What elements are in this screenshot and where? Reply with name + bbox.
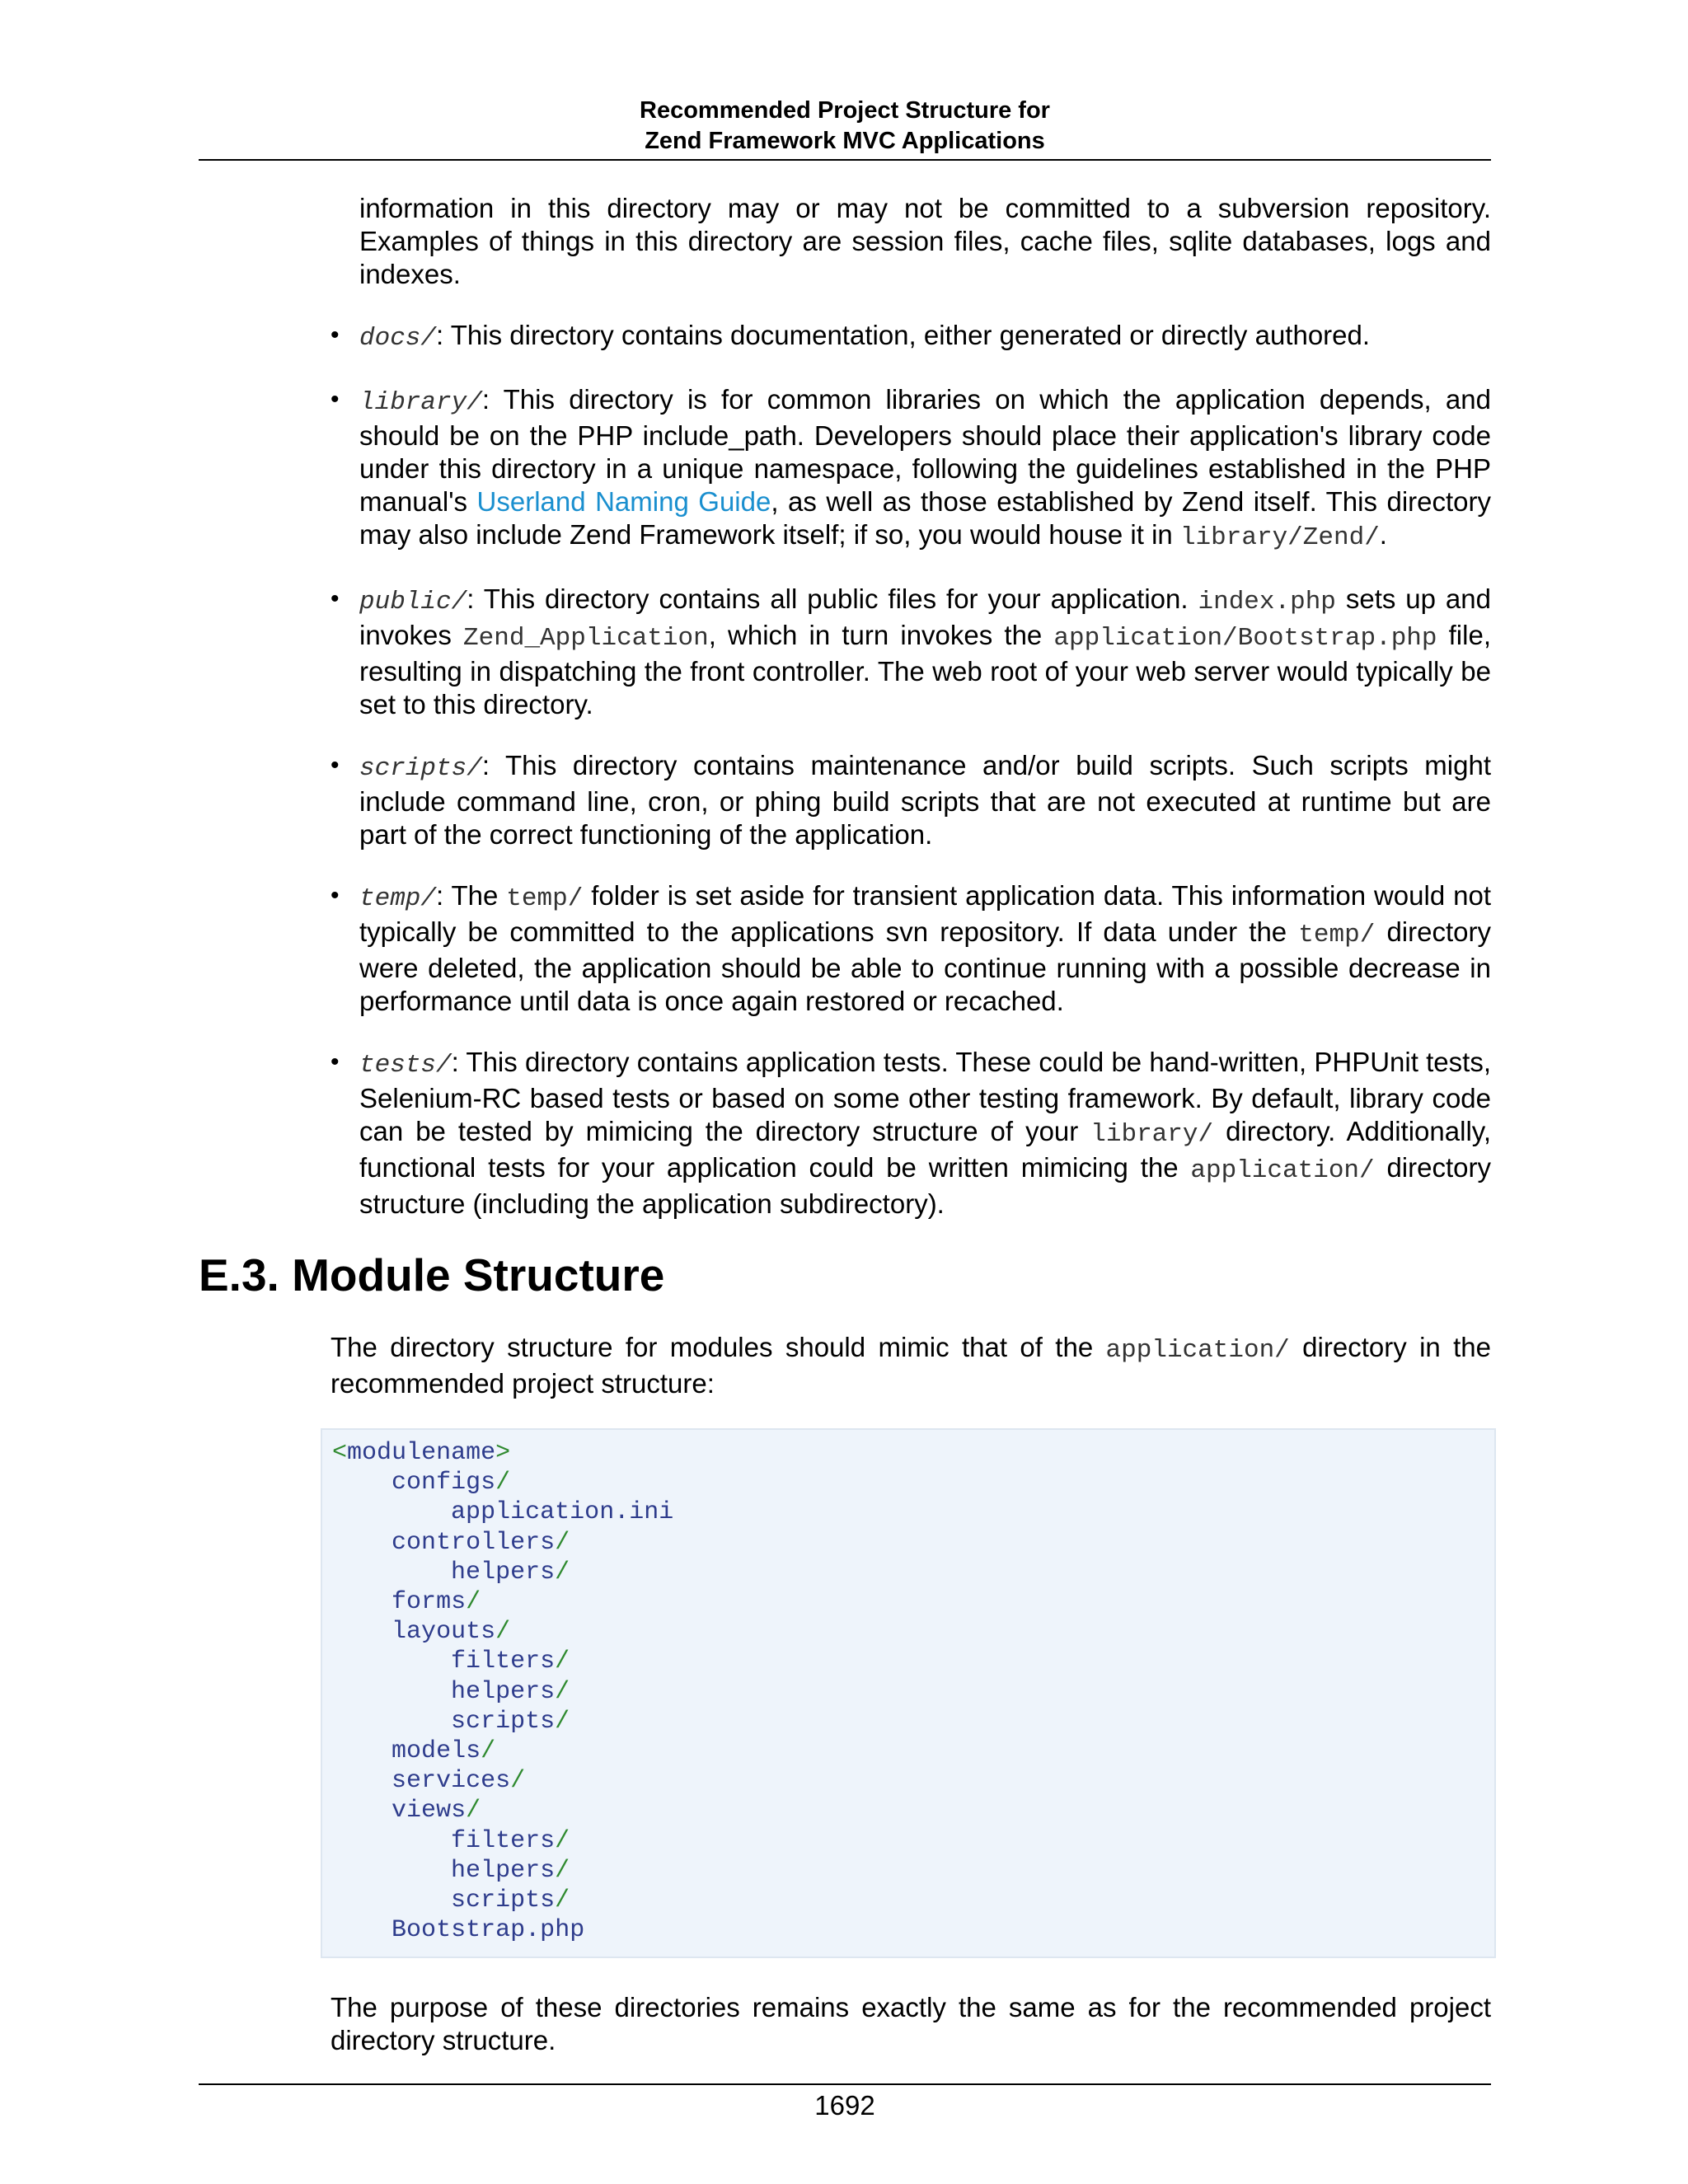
code-line bbox=[332, 1707, 1484, 1736]
continuation-paragraph: information in this directory may or may not be committed to a subversion repository. Examples of things in this directory are session files, cache files, sqlite databases, logs and indexes. bbox=[359, 193, 1491, 289]
directory-list bbox=[199, 319, 1491, 1221]
code-line bbox=[332, 1497, 1484, 1527]
section-body bbox=[199, 1331, 1491, 1400]
item-text: : This directory contains documentation, either generated or directly authored. bbox=[436, 320, 1371, 350]
directory-name: temp/ bbox=[359, 884, 437, 913]
code-line bbox=[332, 1528, 1484, 1558]
item-text: , which in turn invokes the bbox=[708, 620, 1054, 650]
directory-item bbox=[331, 749, 1491, 851]
code-line bbox=[332, 1438, 1484, 1468]
userland-naming-guide-link[interactable]: Userland Naming Guide bbox=[476, 486, 771, 517]
section-heading: E.3. Module Structure bbox=[199, 1249, 665, 1301]
item-text: file, resulting in dispatching the front controller. The web root of your web server would typically be set to this directory. bbox=[359, 620, 1491, 719]
inline-code: temp/ bbox=[506, 884, 584, 913]
item-text: . bbox=[1379, 519, 1387, 550]
directory-name: library/ bbox=[359, 388, 482, 417]
code-line-text: filters/ bbox=[451, 1826, 570, 1855]
code-line bbox=[332, 1736, 1484, 1766]
directory-name: scripts/ bbox=[359, 754, 482, 783]
code-line bbox=[332, 1826, 1484, 1856]
code-line bbox=[332, 1796, 1484, 1825]
code-line bbox=[332, 1468, 1484, 1497]
header-line-1: Recommended Project Structure for bbox=[640, 97, 1050, 124]
code-line-text: filters/ bbox=[451, 1647, 570, 1676]
directory-name: public/ bbox=[359, 588, 467, 616]
directory-name: docs/ bbox=[359, 324, 437, 353]
code-line-text: forms/ bbox=[392, 1588, 481, 1617]
code-line-text: scripts/ bbox=[451, 1707, 570, 1736]
item-text: : This directory contains application tests. These could be hand-written, PHPUnit tests, Selenium-RC based tests or based on some other testing framework. By default, library code can be tested by mimicing the directory structure of your bbox=[359, 1047, 1491, 1146]
bullet-icon: • bbox=[331, 1048, 340, 1076]
code-line-text: layouts/ bbox=[392, 1618, 511, 1647]
code-line-text: <modulename> bbox=[332, 1439, 511, 1467]
code-line-text: scripts/ bbox=[451, 1886, 570, 1915]
closing-paragraph: The purpose of these directories remains exactly the same as for the recommended project directory structure. bbox=[331, 1992, 1491, 2056]
directory-item bbox=[331, 1046, 1491, 1221]
header-line-2: Zend Framework MVC Applications bbox=[645, 128, 1045, 154]
intro-code: application/ bbox=[1105, 1336, 1290, 1365]
inline-code: index.php bbox=[1198, 588, 1336, 616]
section-intro bbox=[331, 1331, 1491, 1400]
directory-item bbox=[331, 319, 1491, 355]
item-text: : This directory contains maintenance and/or build scripts. Such scripts might include command line, cron, or phing build scripts that are not executed at runtime but are part of the correct functioning of the application. bbox=[359, 750, 1491, 850]
code-line bbox=[332, 1647, 1484, 1676]
code-listing bbox=[321, 1428, 1496, 1958]
directory-item bbox=[331, 583, 1491, 721]
bullet-icon: • bbox=[331, 321, 340, 349]
bullet-icon: • bbox=[331, 882, 340, 909]
item-text: sets up and invokes bbox=[359, 583, 1491, 650]
code-line bbox=[332, 1587, 1484, 1617]
bullet-icon: • bbox=[331, 752, 340, 779]
code-line bbox=[332, 1617, 1484, 1647]
item-text: directory. Additionally, functional tests for your application could be written mimicing the bbox=[359, 1116, 1492, 1183]
code-line-text: helpers/ bbox=[451, 1558, 570, 1586]
directory-item bbox=[331, 879, 1491, 1018]
code-line bbox=[332, 1558, 1484, 1587]
item-text: : The bbox=[436, 880, 507, 911]
item-text: directory were deleted, the application should be able to continue running with a possible decrease in performance until data is once again restored or recached. bbox=[359, 916, 1491, 1016]
inline-code: application/ bbox=[1190, 1156, 1375, 1185]
directory-item bbox=[331, 383, 1491, 555]
intro-text-before: The directory structure for modules should mimic that of the bbox=[331, 1332, 1106, 1362]
directory-name: tests/ bbox=[359, 1051, 452, 1080]
code-line-text: helpers/ bbox=[451, 1677, 570, 1706]
item-text: directory structure (including the application subdirectory). bbox=[359, 1152, 1491, 1219]
bullet-icon: • bbox=[331, 386, 340, 413]
code-line-text: services/ bbox=[392, 1767, 526, 1796]
code-line-text: helpers/ bbox=[451, 1856, 570, 1885]
footer-rule bbox=[199, 2083, 1491, 2085]
code-line-text: configs/ bbox=[392, 1469, 511, 1497]
intro-text-after: directory in the recommended project structure: bbox=[331, 1332, 1492, 1399]
code-line bbox=[332, 1915, 1484, 1945]
code-line-text: controllers/ bbox=[392, 1528, 570, 1557]
code-line-text: models/ bbox=[392, 1737, 496, 1766]
item-text: folder is set aside for transient application data. This information would not typically be committed to the applications svn repository. If data under the bbox=[359, 880, 1491, 947]
inline-code: library/Zend/ bbox=[1179, 523, 1380, 552]
inline-code: library/ bbox=[1090, 1120, 1214, 1149]
page-content bbox=[199, 192, 1491, 2057]
page-number: 1692 bbox=[814, 2090, 875, 2121]
code-line bbox=[332, 1677, 1484, 1707]
code-line bbox=[332, 1886, 1484, 1915]
inline-code: Zend_Application bbox=[463, 624, 709, 653]
header-rule bbox=[199, 159, 1491, 161]
item-text: , as well as those established by Zend itself. This directory may also include Zend Framework itself; if so, you would house it in bbox=[359, 486, 1491, 550]
running-header bbox=[199, 96, 1491, 157]
code-line bbox=[332, 1766, 1484, 1796]
inline-code: temp/ bbox=[1298, 921, 1376, 949]
item-text: : This directory contains all public files for your application. bbox=[467, 583, 1198, 614]
item-text: : This directory is for common libraries on which the application depends, and should be on the PHP include_path. Developers should place their application's library code under this directory in a unique namespace, following the guidelines established in the PHP manual's bbox=[359, 384, 1491, 517]
bullet-icon: • bbox=[331, 585, 340, 612]
inline-code: application/Bootstrap.php bbox=[1053, 624, 1437, 653]
code-line-text: views/ bbox=[392, 1797, 481, 1825]
code-line-text: application.ini bbox=[451, 1498, 674, 1527]
closing-block bbox=[199, 1991, 1491, 2057]
code-line bbox=[332, 1856, 1484, 1886]
code-line-text: Bootstrap.php bbox=[392, 1916, 585, 1945]
